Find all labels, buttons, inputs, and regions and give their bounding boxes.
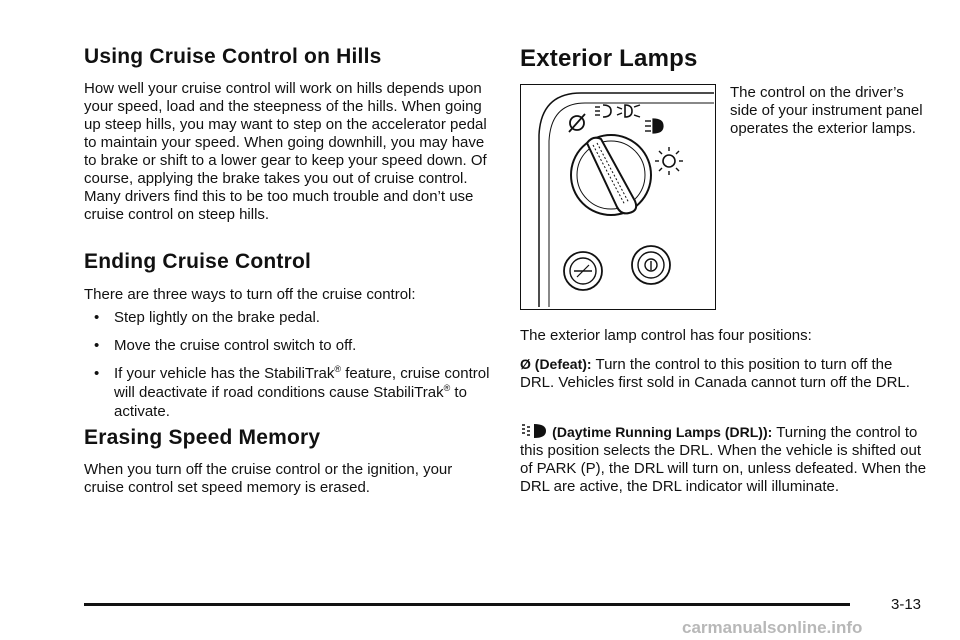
bullet-text-c: to activate. bbox=[114, 384, 467, 420]
bullet-text: Step lightly on the brake pedal. bbox=[114, 309, 320, 326]
list-item bbox=[94, 309, 504, 327]
drl-term: (Daytime Running Lamps (DRL)): bbox=[552, 424, 773, 440]
positions-intro: The exterior lamp control has four positions: bbox=[520, 327, 812, 344]
registered-mark: ® bbox=[334, 364, 342, 374]
hills-heading: Using Cruise Control on Hills bbox=[84, 45, 382, 68]
ending-heading: Ending Cruise Control bbox=[84, 250, 312, 273]
defeat-body-1: Turn the control to this position to turn off bbox=[595, 356, 868, 373]
defeat-body-2: the DRL. Vehicles first sold in Canada cannot turn off the DRL. bbox=[520, 356, 910, 391]
defeat-paragraph bbox=[520, 355, 930, 392]
bullet-icon: • bbox=[94, 365, 100, 382]
page-number: 3-13 bbox=[891, 596, 922, 613]
watermark: carmanualsonline.info bbox=[682, 618, 863, 637]
drl-indicator-icon bbox=[520, 423, 548, 439]
drl-body-2: control to this position selects the DRL. When the vehicle is shifted out of PARK (P), the DRL will turn on, unless defeated. When the DRL are active, the DRL indicator will illuminate. bbox=[520, 424, 927, 495]
lamp-control-knob[interactable] bbox=[571, 135, 651, 215]
drl-body-1: Turning the bbox=[776, 424, 852, 441]
erasing-body: When you turn off the cruise control or the ignition, your cruise control set speed memory is erased. bbox=[84, 461, 453, 496]
bullet-text: Move the cruise control switch to off. bbox=[114, 337, 357, 354]
drl-icon bbox=[595, 105, 611, 117]
lamp-control-figure bbox=[520, 84, 716, 310]
drl-paragraph bbox=[520, 423, 930, 496]
list-item bbox=[94, 337, 504, 355]
erasing-heading: Erasing Speed Memory bbox=[84, 426, 321, 449]
bullet-icon: • bbox=[94, 337, 100, 354]
registered-mark: ® bbox=[443, 383, 451, 393]
defeat-icon bbox=[569, 114, 585, 132]
bullet-text-a: If your vehicle has the StabiliTrak bbox=[114, 365, 335, 382]
exterior-lamps-heading: Exterior Lamps bbox=[520, 45, 698, 72]
bullet-icon: • bbox=[94, 309, 100, 326]
footer-rule bbox=[84, 603, 850, 606]
list-item bbox=[94, 364, 494, 421]
parking-lamps-icon bbox=[617, 105, 640, 117]
lamp-control-illustration bbox=[521, 85, 714, 308]
instrument-dimmer-button[interactable] bbox=[632, 246, 670, 284]
ending-intro: There are three ways to turn off the cruise control: bbox=[84, 286, 416, 303]
interior-lamp-icon bbox=[655, 147, 683, 175]
hills-body: How well your cruise control will work on hills depends upon your speed, load and the steepness of the hills. When going up steep hills, you may want to step on the accelerator pedal to maintain your speed. When going downhill, you may have to brake or shift to a lower gear to keep your speed down. Of course, applying the brake takes you out of cruise control. Many drivers find this to be too much trouble and don’t use cruise control on steep hills. bbox=[84, 80, 487, 223]
defeat-term: Ø (Defeat): bbox=[520, 356, 592, 372]
headlamp-icon bbox=[645, 119, 663, 133]
bullet-text-b: feature, cruise control will deactivate if road conditions cause StabiliTrak bbox=[114, 365, 490, 401]
figure-caption: The control on the driver’s side of your instrument panel operates the exterior lamps. bbox=[730, 84, 923, 137]
fog-lamp-button[interactable] bbox=[564, 252, 602, 290]
